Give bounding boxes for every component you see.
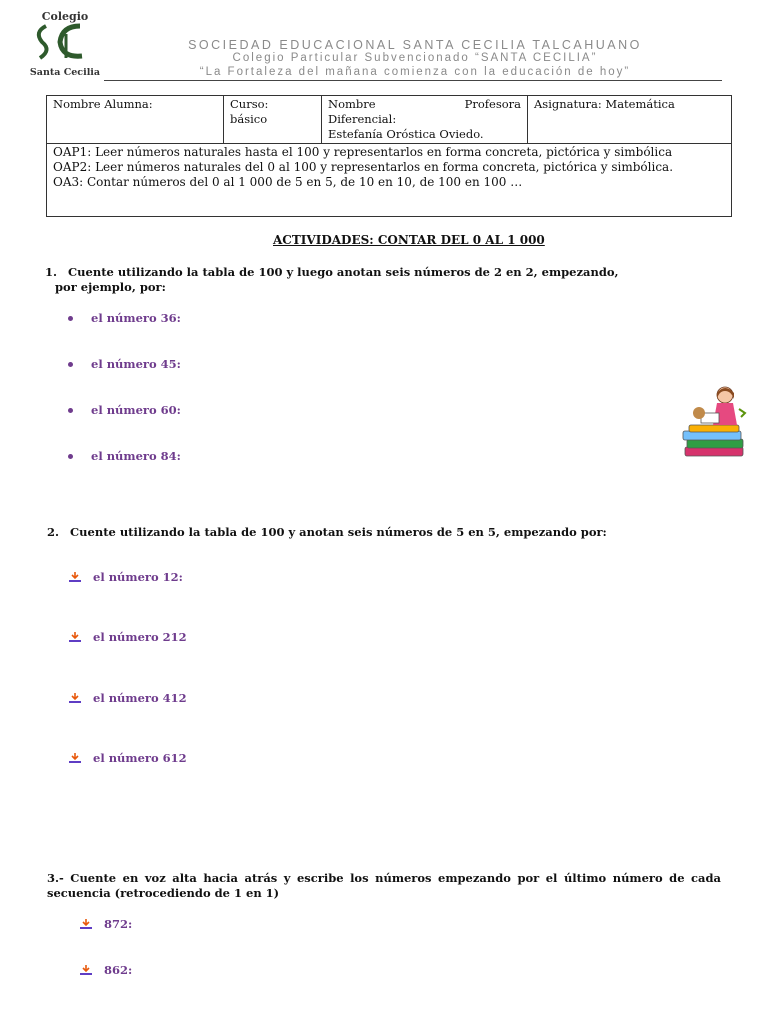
question-2-text: Cuente utilizando la tabla de 100 y anotan seis números de 5 en 5, empezando por: [70, 525, 607, 539]
question-1-line2: por ejemplo, por: [55, 280, 166, 294]
course-label: Curso: [230, 97, 269, 111]
question-1 [45, 265, 685, 295]
bullet-icon [68, 454, 73, 459]
info-row [47, 96, 732, 144]
student-name-label: Nombre Alumna: [53, 97, 153, 111]
bullet-icon [68, 408, 73, 413]
teacher-cell [322, 96, 528, 144]
q2-item: el número 612 [93, 751, 187, 765]
objectives-cell [47, 144, 732, 217]
girl-reading-illustration [679, 383, 751, 459]
q3-item: 872: [104, 917, 133, 931]
q2-item: el número 412 [93, 691, 187, 705]
objective-oap2: OAP2: Leer números naturales del 0 al 100 y representarlos en forma concreta, pictórica y simbólica. [53, 160, 674, 174]
teacher-label-word1: Nombre [328, 97, 376, 111]
question-2-number: 2. [47, 525, 60, 539]
q1-item: el número 45: [91, 357, 181, 371]
q1-item: el número 36: [91, 311, 181, 325]
arrow-bullet-icon [68, 571, 82, 583]
teacher-label-line2: Diferencial: [328, 112, 397, 126]
student-name-cell[interactable] [47, 96, 224, 144]
header-society: SOCIEDAD EDUCACIONAL SANTA CECILIA TALCAHUANO [188, 38, 642, 52]
arrow-bullet-icon [68, 631, 82, 643]
question-1-number: 1. [45, 265, 58, 279]
teacher-name: Estefanía Oróstica Oviedo. [328, 127, 484, 141]
question-1-line1: Cuente utilizando la tabla de 100 y luego anotan seis números de 2 en 2, empezando, [68, 265, 619, 279]
q1-item: el número 60: [91, 403, 181, 417]
q2-item: el número 12: [93, 570, 183, 584]
q3-item: 862: [104, 963, 133, 977]
header-motto: “La Fortaleza del mañana comienza con la educación de hoy” [199, 66, 631, 78]
logo-bottom-text: Santa Cecilia [29, 67, 101, 78]
arrow-bullet-icon [79, 918, 93, 930]
arrow-bullet-icon [79, 964, 93, 976]
bullet-icon [68, 362, 73, 367]
q1-item: el número 84: [91, 449, 181, 463]
q2-item: el número 212 [93, 630, 187, 644]
arrow-bullet-icon [68, 692, 82, 704]
objective-oa3: OA3: Contar números del 0 al 1 000 de 5 en 5, de 10 en 10, de 100 en 100 … [53, 175, 523, 189]
header-divider [104, 80, 722, 81]
objectives-row [47, 144, 732, 217]
student-info-table [46, 95, 732, 217]
logo-top-text: Colegio [41, 10, 89, 23]
course-cell[interactable] [224, 96, 322, 144]
objective-oap1: OAP1: Leer números naturales hasta el 100 y representarlos en forma concreta, pictórica y simbólica [53, 145, 673, 159]
subject-cell [528, 96, 732, 144]
bullet-icon [68, 316, 73, 321]
teacher-label-word2: Profesora [464, 97, 521, 111]
school-logo [28, 6, 102, 78]
question-2 [47, 525, 607, 540]
arrow-bullet-icon [68, 752, 82, 764]
question-3: 3.- Cuente en voz alta hacia atrás y escribe los números empezando por el último número de cada secuencia (retrocediendo de 1 en 1) [47, 871, 721, 900]
course-value: básico [230, 112, 268, 126]
header-school: Colegio Particular Subvencionado “SANTA CECILIA” [232, 52, 598, 64]
subject-label: Asignatura: Matemática [534, 97, 675, 111]
activities-title: ACTIVIDADES: CONTAR DEL 0 AL 1 000 [273, 233, 545, 247]
